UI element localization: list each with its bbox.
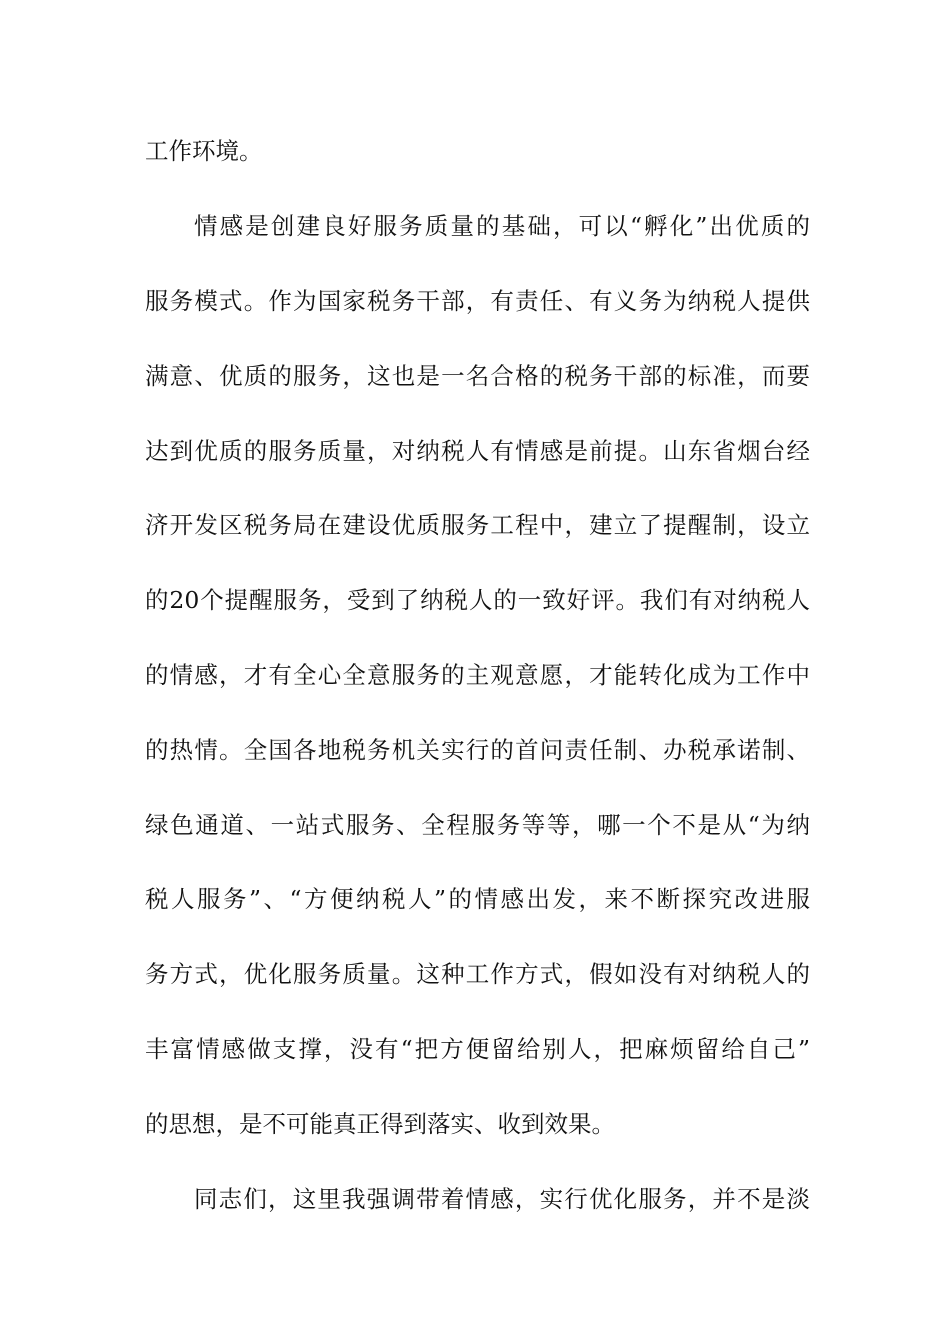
text-line-8: 的情感，才有全心全意服务的主观意愿，才能转化成为工作中 <box>145 661 810 689</box>
text-line-9: 的热情。全国各地税务机关实行的首问责任制、办税承诺制、 <box>145 736 810 764</box>
text-line-1: 工作环境。 <box>145 137 263 165</box>
text-line-12: 务方式，优化服务质量。这种工作方式，假如没有对纳税人的 <box>145 960 810 988</box>
text-line-14: 的思想，是不可能真正得到落实、收到效果。 <box>145 1110 615 1138</box>
text-line-6: 济开发区税务局在建设优质服务工程中，建立了提醒制，设立 <box>145 511 810 539</box>
text-line-10: 绿色通道、一站式服务、全程服务等等，哪一个不是从“为纳 <box>145 811 810 839</box>
text-line-11: 税人服务”、“方便纳税人”的情感出发，来不断探究改进服 <box>145 885 810 913</box>
text-line-5: 达到优质的服务质量，对纳税人有情感是前提。山东省烟台经 <box>145 437 810 465</box>
text-line-4: 满意、优质的服务，这也是一名合格的税务干部的标准，而要 <box>145 362 810 390</box>
text-line-2: 情感是创建良好服务质量的基础，可以“孵化”出优质的 <box>194 212 810 240</box>
text-line-7: 的20个提醒服务，受到了纳税人的一致好评。我们有对纳税人 <box>145 586 810 614</box>
text-line-3: 服务模式。作为国家税务干部，有责任、有义务为纳税人提供 <box>145 287 810 315</box>
text-line-13: 丰富情感做支撑，没有“把方便留给别人，把麻烦留给自己” <box>145 1035 810 1063</box>
text-line-15: 同志们，这里我强调带着情感，实行优化服务，并不是淡 <box>194 1185 810 1213</box>
